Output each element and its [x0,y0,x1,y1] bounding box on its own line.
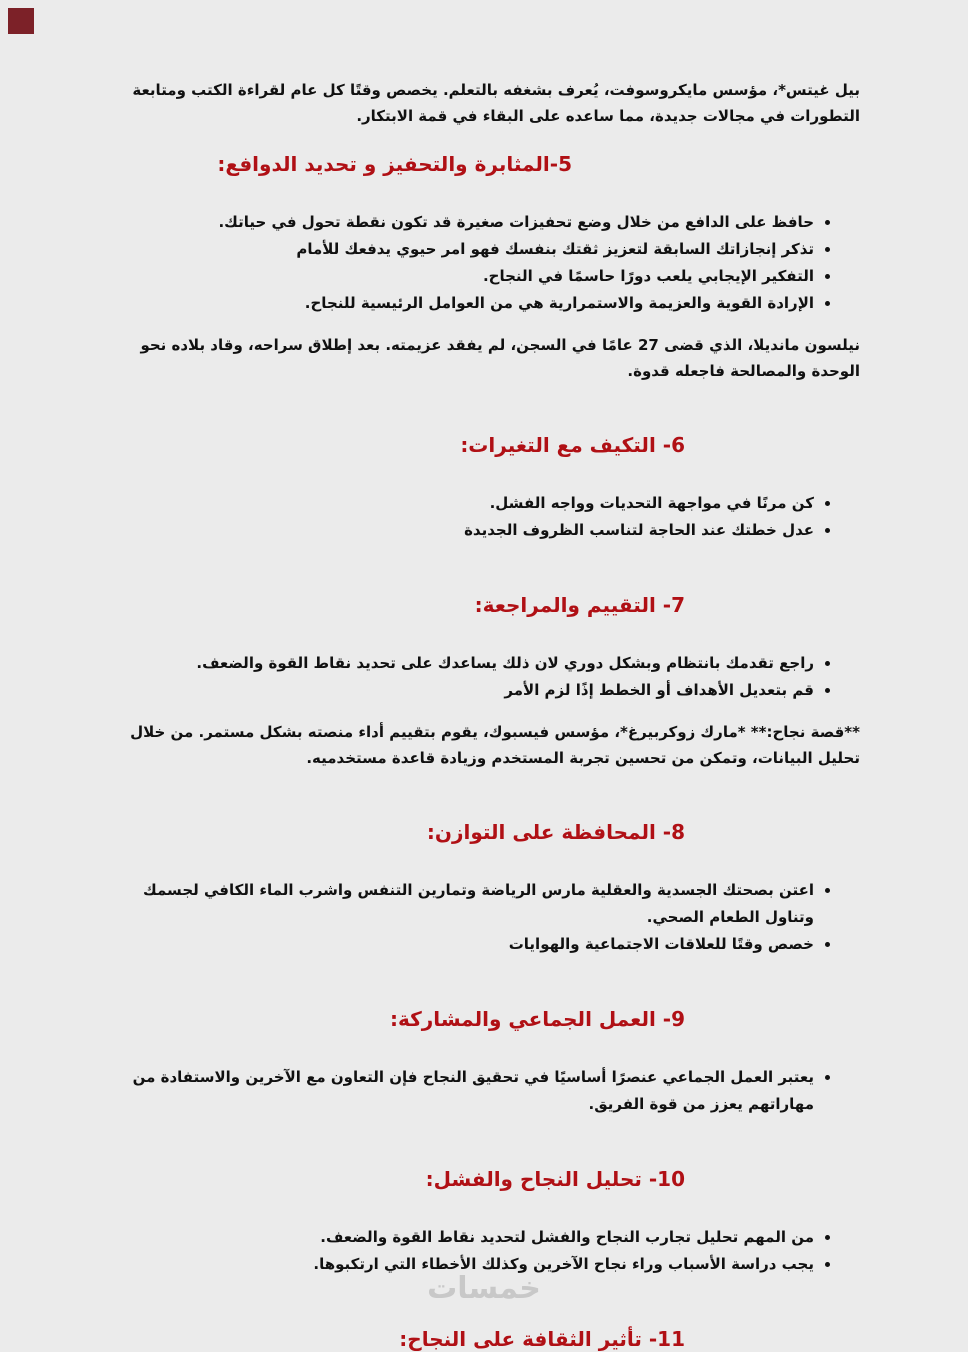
section-5-list [108,209,860,317]
section-7-list [108,650,860,704]
corner-marker [8,8,34,34]
list-item: • راجع تقدمك بانتظام وبشكل دوري لان ذلك يساعدك على تحديد نقاط القوة والضعف. [108,650,814,677]
section-9-list [108,1064,860,1118]
section-8-list [108,877,860,958]
list-item: • يعتبر العمل الجماعي عنصرًا أساسيًا في تحقيق النجاح فإن التعاون مع الآخرين والاستفادة من مهاراتهم يعزز من قوة الفريق. [108,1064,814,1118]
section-5-note: نيلسون مانديلا، الذي قضى 27 عامًا في السجن، لم يفقد عزيمته. بعد إطلاق سراحه، وقاد بلاده نحو الوحدة والمصالحة فاجعله قدوة. [140,336,860,380]
list-item: • الإرادة القوية والعزيمة والاستمرارية هي من العوامل الرئيسية للنجاح. [108,290,814,317]
section-6-list [108,490,860,544]
section-5-heading: 5-المثابرة والتحفيز و تحديد الدوافع: [217,152,572,176]
section-11-heading: 11- تأثير الثقافة على النجاح: [399,1327,685,1351]
list-item: • خصص وقتًا للعلاقات الاجتماعية والهوايات [108,931,814,958]
section-7-note: **قصة نجاح:** *مارك زوكربيرغ*، مؤسس فيسبوك، يقوم بتقييم أداء منصته بشكل مستمر. من خلال تحليل البيانات، وتمكن من تحسين تجربة المستخدم وزيادة قاعدة مستخدميه. [130,723,860,767]
list-item: • التفكير الإيجابي يلعب دورًا حاسمًا في النجاح. [108,263,814,290]
list-item: • من المهم تحليل تجارب النجاح والفشل لتحديد نقاط القوة والضعف. [108,1224,814,1251]
list-item: • حافظ على الدافع من خلال وضع تحفيزات صغيرة قد تكون نقطة تحول في حياتك. [108,209,814,236]
section-8-heading: 8- المحافظة على التوازن: [426,820,685,844]
section-9-heading: 9- العمل الجماعي والمشاركة: [390,1007,685,1031]
section-10-list [108,1224,860,1278]
list-item: • قم بتعديل الأهداف أو الخطط إذًا لزم الأمر [108,677,814,704]
list-item: • اعتن بصحتك الجسدية والعقلية مارس الرياضة وتمارين التنفس واشرب الماء الكافي لجسمك وتناول الطعام الصحي. [108,877,814,931]
list-item: • يجب دراسة الأسباب وراء نجاح الآخرين وكذلك الأخطاء التي ارتكبوها. [108,1251,814,1278]
list-item: • تذكر إنجازاتك السابقة لتعزيز ثقتك بنفسك فهو امر حيوي يدفعك للأمام [108,236,814,263]
list-item: • عدل خطتك عند الحاجة لتناسب الظروف الجديدة [108,517,814,544]
watermark: خمسات [427,1271,541,1306]
section-7-heading: 7- التقييم والمراجعة: [474,593,685,617]
section-6-heading: 6- التكيف مع التغيرات: [460,433,685,457]
intro-paragraph: بيل غيتس*، مؤسس مايكروسوفت، يُعرف بشغفه بالتعلم. يخصص وقتًا كل عام لقراءة الكتب ومتابعة التطورات في مجالات جديدة، مما ساعده على البقاء في قمة الابتكار. [132,81,860,125]
section-10-heading: 10- تحليل النجاح والفشل: [425,1167,685,1191]
list-item: • كن مرنًا في مواجهة التحديات وواجه الفشل. [108,490,814,517]
